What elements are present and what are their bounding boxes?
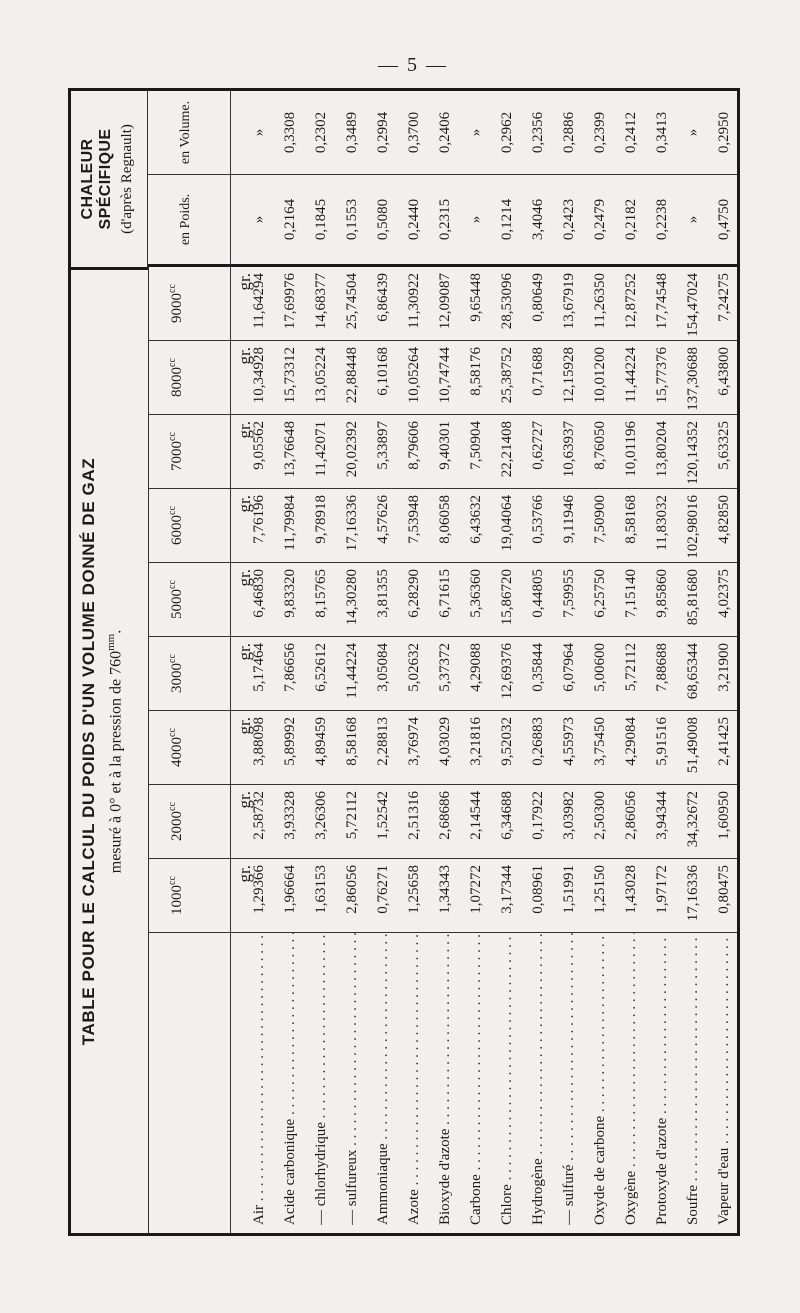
gas-weight-value: 11,64294 bbox=[251, 273, 267, 329]
gas-weight-value: 2,14544 bbox=[468, 791, 484, 840]
header-en-poids: en Poids. bbox=[148, 175, 230, 267]
gas-weight-value: 3,75450 bbox=[592, 717, 608, 766]
gas-weight-value: 4,89459 bbox=[313, 717, 329, 766]
volume-header-unit: cc bbox=[167, 432, 178, 441]
gas-weight-value: 10,63937 bbox=[561, 421, 577, 478]
unit-label: gr. bbox=[235, 717, 254, 735]
gas-weight-value: 3,21900 bbox=[716, 643, 732, 692]
gas-name: — sulfuré . . . bbox=[559, 933, 579, 1225]
gas-weight-value: 6,07964 bbox=[561, 643, 577, 692]
specific-heat-volume: 0,3308 bbox=[282, 111, 298, 154]
gas-weight-value: 3,03982 bbox=[561, 791, 577, 840]
gas-weight-value: 1,63153 bbox=[313, 865, 329, 914]
gas-weight-value: 11,44224 bbox=[623, 347, 639, 403]
gas-weight-value: 6,52612 bbox=[313, 643, 329, 692]
gas-weight-value: 8,58176 bbox=[468, 347, 484, 396]
gas-weight-value: 85,81680 bbox=[685, 569, 701, 626]
unit-label: gr. bbox=[235, 643, 254, 661]
gas-weight-value: 17,16336 bbox=[685, 865, 701, 922]
gas-name: Hydrogène . . . bbox=[528, 933, 548, 1225]
gas-weight-value: 0,76271 bbox=[375, 865, 391, 914]
specific-heat-volume: 0,2950 bbox=[716, 111, 732, 154]
volume-header-value: 7000 bbox=[169, 440, 185, 471]
volume-header-value: 8000 bbox=[169, 366, 185, 397]
gas-weight-value: 3,17344 bbox=[499, 865, 515, 914]
gas-weight-value: 6,43800 bbox=[716, 347, 732, 396]
gas-weight-value: 7,15140 bbox=[623, 569, 639, 618]
gas-weight-value: 9,65448 bbox=[468, 273, 484, 322]
gas-weight-value: 102,98016 bbox=[685, 495, 701, 559]
gas-weight-value: 20,02392 bbox=[344, 421, 360, 478]
volume-header-unit: cc bbox=[167, 802, 178, 811]
gas-weight-value: 7,59955 bbox=[561, 569, 577, 618]
gas-weight-value: 2,68686 bbox=[437, 791, 453, 840]
gas-name: Vapeur d'eau . . . bbox=[714, 933, 734, 1225]
gas-weight-value: 1,96664 bbox=[282, 865, 298, 914]
gas-weight-value: 7,50904 bbox=[468, 421, 484, 470]
value-column bbox=[230, 415, 737, 489]
value-column bbox=[230, 785, 737, 859]
unit-label: gr. bbox=[235, 865, 254, 883]
gas-weight-value: 0,71688 bbox=[530, 347, 546, 396]
gas-weight-value: 6,34688 bbox=[499, 791, 515, 840]
gas-weight-value: 9,85860 bbox=[654, 569, 670, 618]
table-subtitle: mesuré à 0° et à la pression de $760^{mm}$. bbox=[105, 629, 125, 874]
volume-header bbox=[148, 341, 230, 415]
gas-weight-value: 8,76050 bbox=[592, 421, 608, 470]
gas-weight-value: 3,05084 bbox=[375, 643, 391, 692]
specific-heat-weight: 0,2238 bbox=[654, 198, 670, 241]
volume-header bbox=[148, 489, 230, 563]
gas-weight-value: 1,34343 bbox=[437, 865, 453, 914]
gas-weight-value: 10,05264 bbox=[406, 347, 422, 404]
gas-weight-value: 137,30688 bbox=[685, 347, 701, 411]
specific-heat-weight: 0,5080 bbox=[375, 198, 391, 241]
gas-weight-value: 9,52032 bbox=[499, 717, 515, 766]
specific-heat-weight: 0,2423 bbox=[561, 198, 577, 241]
gas-weight-value: 22,88448 bbox=[344, 347, 360, 404]
volume-header bbox=[148, 415, 230, 489]
gas-weight-value: 15,86720 bbox=[499, 569, 515, 626]
gas-weight-value: 12,87252 bbox=[623, 273, 639, 330]
gas-weight-value: 5,33897 bbox=[375, 421, 391, 470]
gas-weight-value: 13,67919 bbox=[561, 273, 577, 330]
gas-weight-value: 5,89992 bbox=[282, 717, 298, 766]
value-column bbox=[230, 563, 737, 637]
specific-heat-weight: » bbox=[251, 215, 267, 224]
gas-weight-value: 4,57626 bbox=[375, 495, 391, 544]
gas-weight-value: 4,29088 bbox=[468, 643, 484, 692]
gas-weight-value: 5,72112 bbox=[623, 643, 639, 692]
gas-weight-value: 14,68377 bbox=[313, 273, 329, 330]
gas-weight-value: 3,21816 bbox=[468, 717, 484, 766]
gas-weight-value: 1,60950 bbox=[716, 791, 732, 840]
unit-label: gr. bbox=[235, 421, 254, 439]
gas-weight-value: 1,25150 bbox=[592, 865, 608, 914]
gas-weight-value: 3,26306 bbox=[313, 791, 329, 840]
specific-heat-weight: » bbox=[685, 215, 701, 224]
gas-weight-value: 0,26883 bbox=[530, 717, 546, 766]
volume-header-value: 2000 bbox=[169, 810, 185, 841]
unit-label: gr. bbox=[235, 347, 254, 365]
specific-heat-volume-column bbox=[230, 91, 737, 175]
specific-heat-volume: 0,2994 bbox=[375, 111, 391, 154]
gas-weight-value: 154,47024 bbox=[685, 273, 701, 337]
gas-weight-value: 8,15765 bbox=[313, 569, 329, 618]
gas-weight-value: 10,34928 bbox=[251, 347, 267, 404]
gas-weight-value: 9,05562 bbox=[251, 421, 267, 470]
gas-weight-value: 120,14352 bbox=[685, 421, 701, 485]
gas-weight-value: 15,77376 bbox=[654, 347, 670, 404]
gas-weight-value: 7,50900 bbox=[592, 495, 608, 544]
specific-heat-weight-column bbox=[230, 175, 737, 267]
gas-weight-value: 25,74504 bbox=[344, 273, 360, 330]
gas-name: Carbone . . . bbox=[466, 933, 486, 1225]
gas-weight-value: 11,44224 bbox=[344, 643, 360, 699]
gas-name: Air . . . bbox=[249, 933, 269, 1225]
gas-weight-value: 0,08961 bbox=[530, 865, 546, 914]
gas-weight-value: 5,36360 bbox=[468, 569, 484, 618]
gas-weight-value: 1,51991 bbox=[561, 865, 577, 914]
volume-header-value: 6000 bbox=[169, 514, 185, 545]
specific-heat-heading: CHALEUR SPÉCIFIQUE bbox=[79, 128, 114, 230]
gas-name-column bbox=[230, 933, 737, 1233]
gas-weight-value: 0,62727 bbox=[530, 421, 546, 470]
volume-header-value: 9000 bbox=[169, 292, 185, 323]
gas-weight-value: 1,43028 bbox=[623, 865, 639, 914]
specific-heat-weight: 0,2479 bbox=[592, 198, 608, 241]
specific-heat-volume: 0,2962 bbox=[499, 111, 515, 154]
specific-heat-volume: 0,2356 bbox=[530, 111, 546, 154]
gas-name: — chlorhydrique . . . bbox=[311, 933, 331, 1225]
specific-heat-volume: 0,2406 bbox=[437, 111, 453, 154]
table-title-main: TABLE POUR LE CALCUL DU POIDS D'UN VOLUME DONNÉ DE GAZ bbox=[79, 457, 98, 1046]
gas-name: Oxyde de carbone . . . bbox=[590, 933, 610, 1225]
gas-weight-value: 5,02632 bbox=[406, 643, 422, 692]
gas-weight-value: 3,81355 bbox=[375, 569, 391, 618]
gas-weight-value: 10,74744 bbox=[437, 347, 453, 404]
gas-name: Bioxyde d'azote . . . bbox=[435, 933, 455, 1225]
gas-weight-value: 7,24275 bbox=[716, 273, 732, 322]
gas-weight-value: 2,51316 bbox=[406, 791, 422, 840]
page-number: — 5 — bbox=[378, 54, 448, 76]
gas-weight-value: 5,37372 bbox=[437, 643, 453, 692]
gas-name: Oxygène . . . bbox=[621, 933, 641, 1225]
gas-weight-value: 4,03029 bbox=[437, 717, 453, 766]
specific-heat-weight: 3,4046 bbox=[530, 198, 546, 241]
gas-weight-value: 2,86056 bbox=[623, 791, 639, 840]
gas-weight-value: 0,44805 bbox=[530, 569, 546, 618]
gas-name: Protoxyde d'azote . . . bbox=[652, 933, 672, 1225]
specific-heat-volume: 0,3489 bbox=[344, 111, 360, 154]
specific-heat-source: (d'après Regnault) bbox=[119, 124, 135, 234]
gas-weight-value: 5,00600 bbox=[592, 643, 608, 692]
gas-weight-value: 7,88688 bbox=[654, 643, 670, 692]
unit-label: gr. bbox=[235, 273, 254, 291]
gas-weight-value: 9,40301 bbox=[437, 421, 453, 470]
volume-header bbox=[148, 711, 230, 785]
gas-weight-value: 11,30922 bbox=[406, 273, 422, 329]
volume-header-value: 4000 bbox=[169, 736, 185, 767]
volume-header-unit: cc bbox=[167, 876, 178, 885]
specific-heat-title bbox=[71, 91, 148, 267]
gas-weight-value: 12,09087 bbox=[437, 273, 453, 330]
volume-header bbox=[148, 785, 230, 859]
value-column bbox=[230, 859, 737, 933]
gas-weight-value: 19,04064 bbox=[499, 495, 515, 552]
specific-heat-weight: 0,2164 bbox=[282, 198, 298, 241]
gas-weight-value: 11,26350 bbox=[592, 273, 608, 329]
gas-name: Chlore . . . bbox=[497, 933, 517, 1225]
specific-heat-weight: 0,1845 bbox=[313, 198, 329, 241]
gas-weight-value: 17,69976 bbox=[282, 273, 298, 330]
specific-heat-volume: 0,2302 bbox=[313, 111, 329, 154]
gas-weight-value: 13,80204 bbox=[654, 421, 670, 478]
specific-heat-volume: 0,3413 bbox=[654, 111, 670, 154]
gas-name: — sulfureux . . . bbox=[342, 933, 362, 1225]
gas-weight-value: 12,69376 bbox=[499, 643, 515, 700]
gas-weight-value: 0,53766 bbox=[530, 495, 546, 544]
gas-weight-value: 14,30280 bbox=[344, 569, 360, 626]
gas-weight-value: 5,63325 bbox=[716, 421, 732, 470]
value-column bbox=[230, 637, 737, 711]
gas-weight-value: 6,71615 bbox=[437, 569, 453, 618]
gas-weight-value: 0,35844 bbox=[530, 643, 546, 692]
gas-weight-value: 3,94344 bbox=[654, 791, 670, 840]
specific-heat-weight: » bbox=[468, 215, 484, 224]
gas-weight-value: 17,74548 bbox=[654, 273, 670, 330]
gas-weight-value: 0,80475 bbox=[716, 865, 732, 914]
gas-weight-value: 8,58168 bbox=[344, 717, 360, 766]
volume-header-unit: cc bbox=[167, 506, 178, 515]
gas-name: Azote . . . bbox=[404, 933, 424, 1225]
specific-heat-volume: 0,2399 bbox=[592, 111, 608, 154]
gas-weight-value: 9,11946 bbox=[561, 495, 577, 544]
specific-heat-volume: » bbox=[468, 128, 484, 137]
unit-label: gr. bbox=[235, 495, 254, 513]
header-label-blank bbox=[148, 933, 230, 1233]
volume-header bbox=[148, 859, 230, 933]
gas-weight-value: 2,41425 bbox=[716, 717, 732, 766]
gas-weight-value: 2,50300 bbox=[592, 791, 608, 840]
gas-weight-value: 6,43632 bbox=[468, 495, 484, 544]
gas-weight-table bbox=[68, 88, 740, 1236]
specific-heat-weight: 0,4750 bbox=[716, 198, 732, 241]
gas-weight-value: 1,29366 bbox=[251, 865, 267, 914]
volume-header-unit: cc bbox=[167, 284, 178, 293]
gas-weight-value: 22,21408 bbox=[499, 421, 515, 478]
value-column bbox=[230, 267, 737, 341]
gas-weight-value: 13,05224 bbox=[313, 347, 329, 404]
gas-weight-value: 3,93328 bbox=[282, 791, 298, 840]
specific-heat-volume: 0,2412 bbox=[623, 111, 639, 154]
gas-weight-value: 1,97172 bbox=[654, 865, 670, 914]
gas-weight-value: 10,01200 bbox=[592, 347, 608, 404]
gas-weight-value: 1,25658 bbox=[406, 865, 422, 914]
specific-heat-volume: » bbox=[685, 128, 701, 137]
gas-weight-value: 13,76648 bbox=[282, 421, 298, 478]
specific-heat-weight: 0,2315 bbox=[437, 198, 453, 241]
value-column bbox=[230, 341, 737, 415]
gas-weight-value: 3,76974 bbox=[406, 717, 422, 766]
gas-weight-value: 15,73312 bbox=[282, 347, 298, 404]
gas-weight-value: 10,01196 bbox=[623, 421, 639, 477]
unit-label: gr. bbox=[235, 569, 254, 587]
gas-weight-value: 11,79984 bbox=[282, 495, 298, 551]
gas-weight-value: 6,46830 bbox=[251, 569, 267, 618]
gas-weight-value: 7,76196 bbox=[251, 495, 267, 544]
gas-weight-value: 11,83032 bbox=[654, 495, 670, 551]
volume-header-value: 3000 bbox=[169, 662, 185, 693]
volume-header-value: 5000 bbox=[169, 588, 185, 619]
gas-weight-value: 28,53096 bbox=[499, 273, 515, 330]
specific-heat-weight: 0,2440 bbox=[406, 198, 422, 241]
volume-header-unit: cc bbox=[167, 358, 178, 367]
gas-name: Acide carbonique . . . bbox=[280, 933, 300, 1225]
gas-weight-value: 9,78918 bbox=[313, 495, 329, 544]
gas-weight-value: 11,42071 bbox=[313, 421, 329, 477]
gas-weight-value: 4,82850 bbox=[716, 495, 732, 544]
gas-weight-value: 8,58168 bbox=[623, 495, 639, 544]
gas-weight-value: 17,16336 bbox=[344, 495, 360, 552]
specific-heat-weight: 0,1214 bbox=[499, 198, 515, 241]
gas-weight-value: 5,91516 bbox=[654, 717, 670, 766]
volume-header bbox=[148, 267, 230, 341]
gas-weight-value: 12,15928 bbox=[561, 347, 577, 404]
gas-weight-value: 7,53948 bbox=[406, 495, 422, 544]
gas-weight-value: 4,29084 bbox=[623, 717, 639, 766]
gas-weight-value: 2,28813 bbox=[375, 717, 391, 766]
gas-weight-value: 34,32672 bbox=[685, 791, 701, 848]
gas-weight-value: 5,17464 bbox=[251, 643, 267, 692]
gas-weight-value: 4,55973 bbox=[561, 717, 577, 766]
gas-weight-value: 3,88098 bbox=[251, 717, 267, 766]
volume-header-value: 1000 bbox=[169, 884, 185, 915]
gas-weight-value: 1,52542 bbox=[375, 791, 391, 840]
gas-weight-value: 6,28290 bbox=[406, 569, 422, 618]
volume-header bbox=[148, 563, 230, 637]
gas-weight-value: 6,25750 bbox=[592, 569, 608, 618]
header-en-volume: en Volume. bbox=[148, 91, 230, 175]
gas-weight-value: 1,07272 bbox=[468, 865, 484, 914]
gas-weight-value: 6,86439 bbox=[375, 273, 391, 322]
gas-weight-value: 2,58732 bbox=[251, 791, 267, 840]
volume-header-unit: cc bbox=[167, 728, 178, 737]
volume-header-unit: cc bbox=[167, 654, 178, 663]
gas-weight-value: 25,38752 bbox=[499, 347, 515, 404]
gas-weight-value: 8,79606 bbox=[406, 421, 422, 470]
gas-weight-value: 8,06058 bbox=[437, 495, 453, 544]
gas-weight-value: 51,49008 bbox=[685, 717, 701, 774]
specific-heat-volume: 0,2886 bbox=[561, 111, 577, 154]
volume-header-unit: cc bbox=[167, 580, 178, 589]
value-column bbox=[230, 489, 737, 563]
gas-weight-value: 5,72112 bbox=[344, 791, 360, 840]
specific-heat-weight: 0,1553 bbox=[344, 198, 360, 241]
specific-heat-weight: 0,2182 bbox=[623, 198, 639, 241]
table-title bbox=[71, 267, 148, 1233]
gas-weight-value: 2,86056 bbox=[344, 865, 360, 914]
specific-heat-volume: 0,3700 bbox=[406, 111, 422, 154]
gas-weight-value: 9,83320 bbox=[282, 569, 298, 618]
gas-weight-value: 0,17922 bbox=[530, 791, 546, 840]
specific-heat-volume: » bbox=[251, 128, 267, 137]
value-column bbox=[230, 711, 737, 785]
gas-weight-value: 0,80649 bbox=[530, 273, 546, 322]
gas-weight-value: 4,02375 bbox=[716, 569, 732, 618]
gas-weight-value: 6,10168 bbox=[375, 347, 391, 396]
gas-name: Soufre . . . bbox=[683, 933, 703, 1225]
gas-weight-value: 68,65344 bbox=[685, 643, 701, 700]
unit-label: gr. bbox=[235, 791, 254, 809]
volume-header bbox=[148, 637, 230, 711]
gas-name: Ammoniaque . . . bbox=[373, 933, 393, 1225]
gas-weight-value: 7,86656 bbox=[282, 643, 298, 692]
